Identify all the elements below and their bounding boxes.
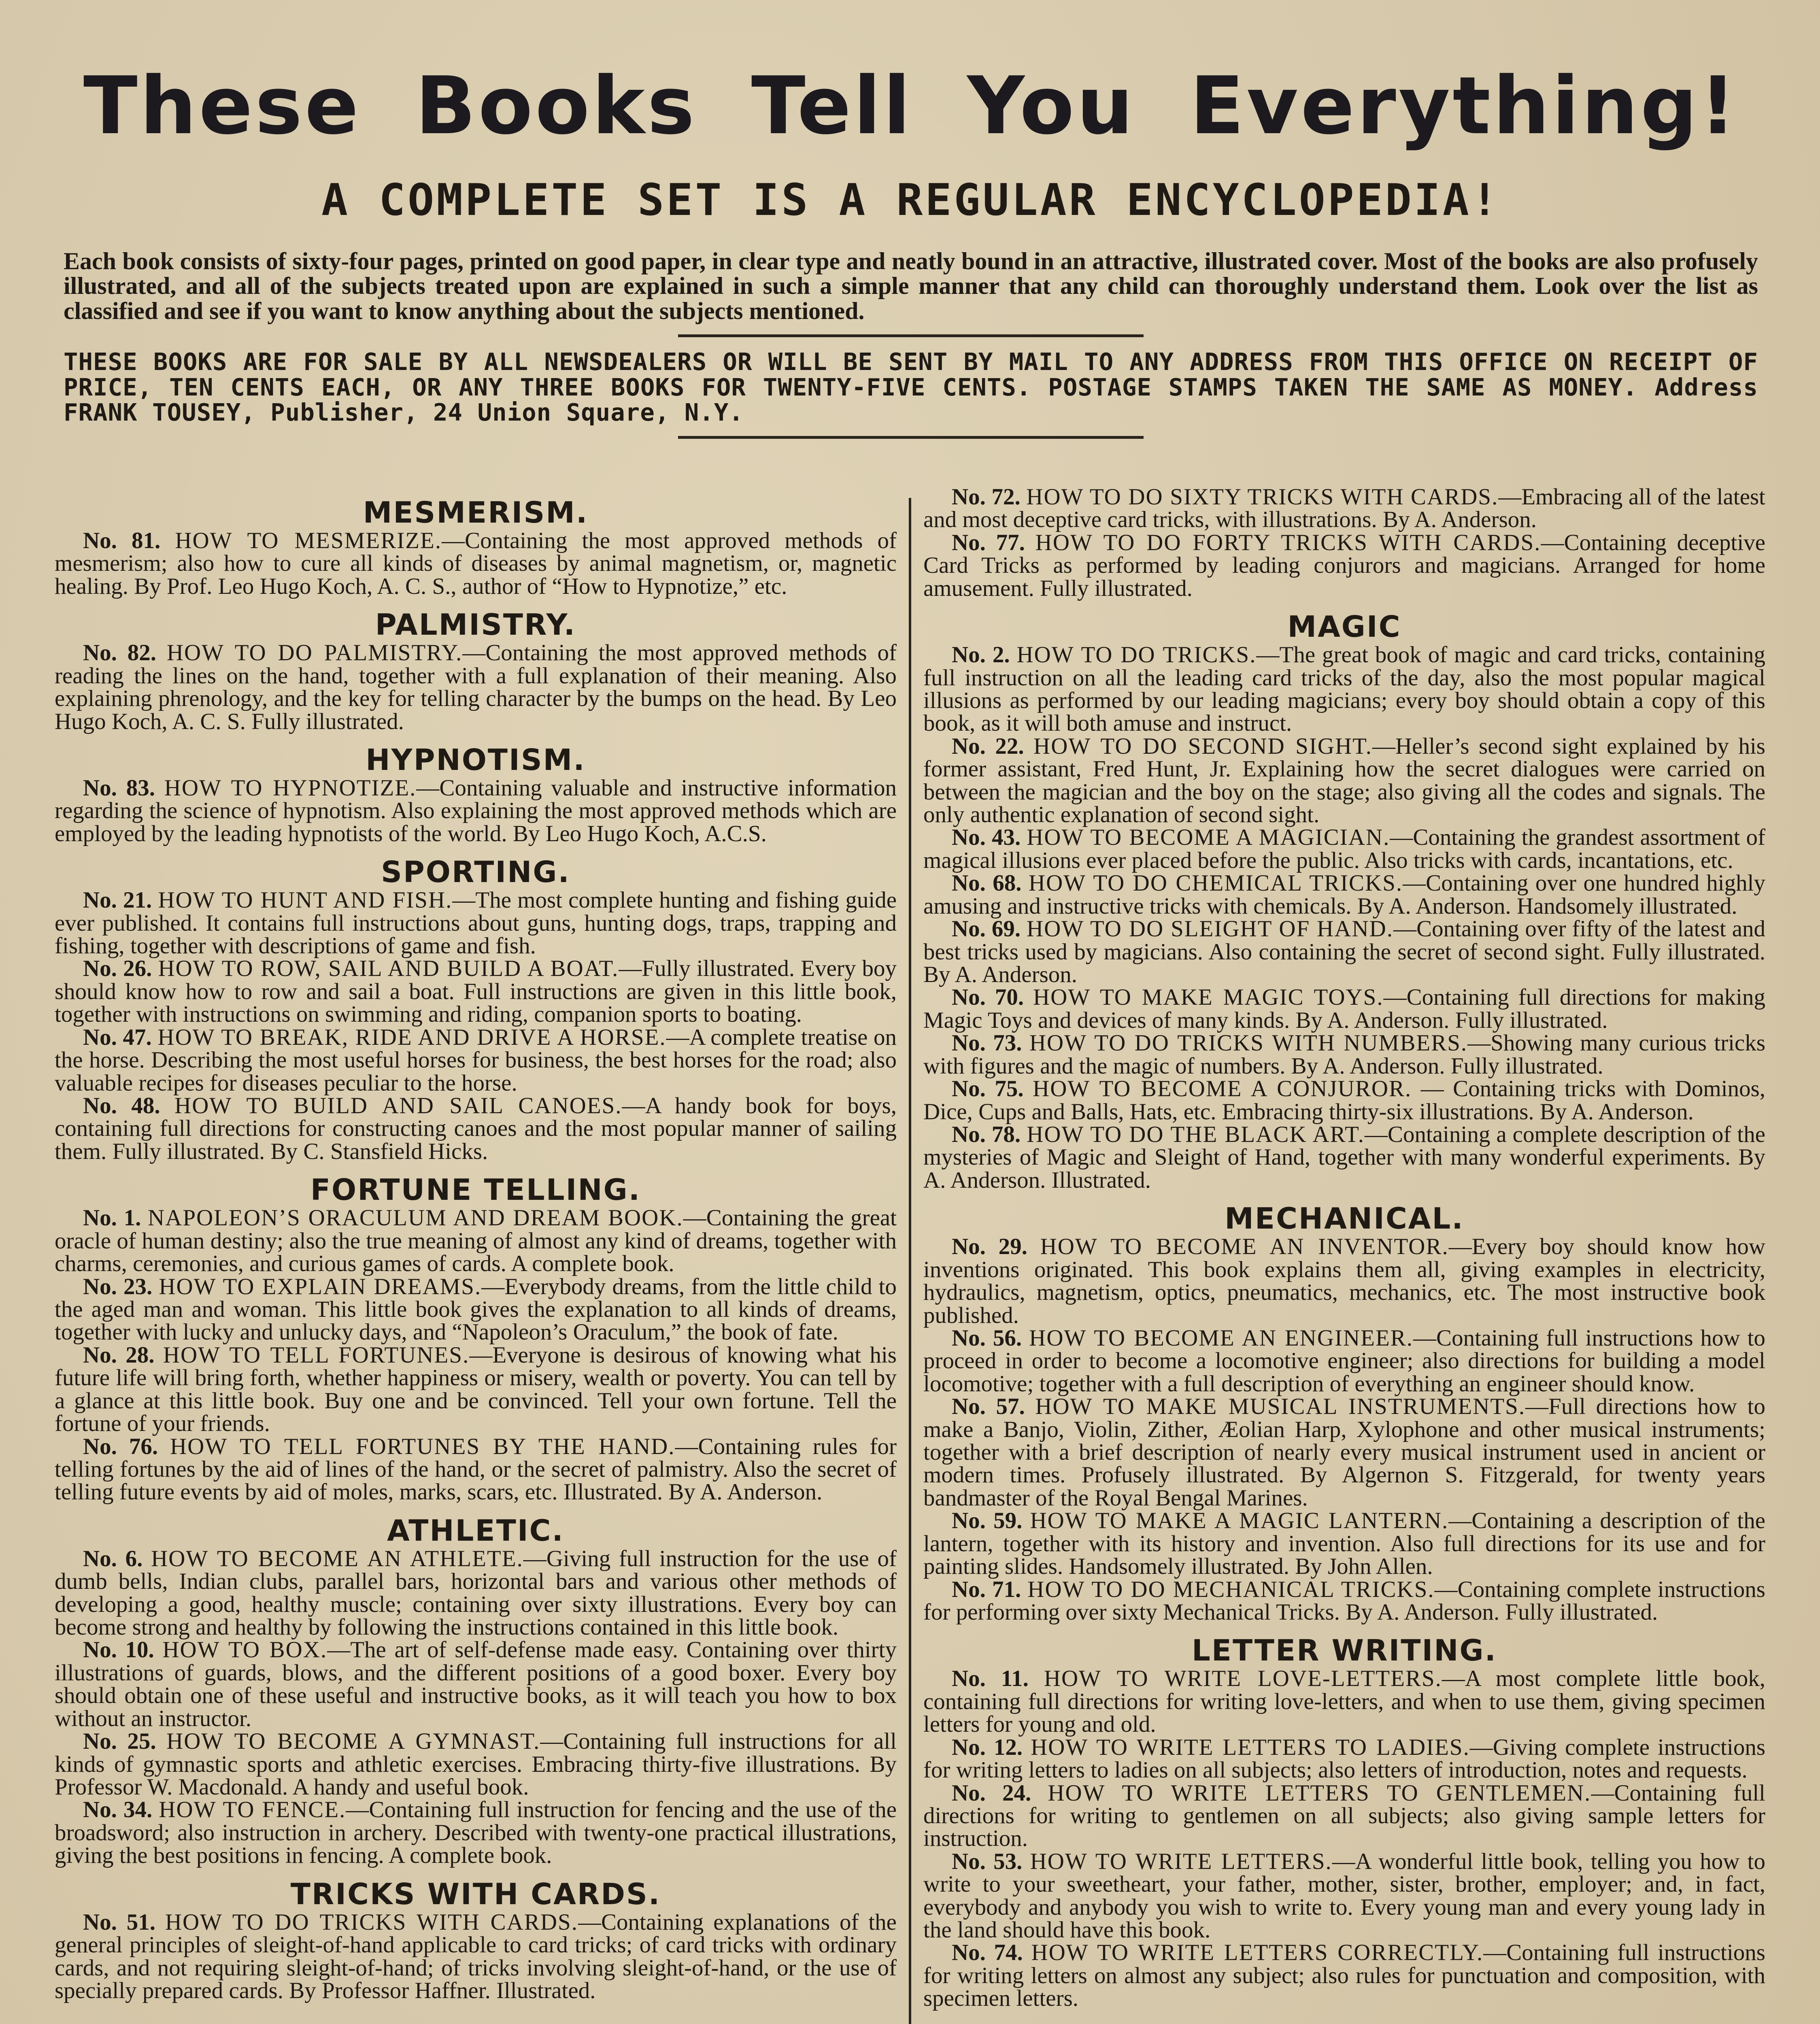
- book-number: No. 1.: [83, 1205, 141, 1231]
- book-title: HOW TO FENCE.: [159, 1797, 346, 1823]
- book-entry: [923, 1736, 1765, 1782]
- book-entry: [923, 1667, 1765, 1736]
- book-title: HOW TO DO TRICKS.: [1016, 642, 1257, 668]
- columns-container: [55, 486, 1767, 2024]
- book-entry: [55, 1730, 897, 1799]
- book-description: —Heller’s second sight explained by his former assistant, Fred Hunt, Jr. Explaining how the secret dialogues were carried on between the magician and the boy on the stage; also giving all the codes and signals. The only authentic explanation of second sight.: [923, 733, 1765, 828]
- divider-rule: [678, 436, 1144, 439]
- book-description: —The great book of magic and card tricks, containing full instruction on all the leading card tricks of the day, also the most popular magical illusions as performed by our leading magicians; every boy should obtain a copy of this book, as it will both amuse and instruct.: [923, 642, 1765, 736]
- book-description: —Containing over one hundred highly amusing and instructive tricks with chemicals. By A. Anderson. Handsomely illustrated.: [923, 870, 1765, 919]
- book-number: No. 72.: [952, 486, 1021, 510]
- book-entry: [55, 1344, 897, 1435]
- book-title: HOW TO DO TRICKS WITH NUMBERS.: [1029, 1030, 1468, 1056]
- book-description: —Containing full directions for writing to gentlemen on all subjects; also giving sample letters for instruction.: [923, 1780, 1765, 1852]
- book-number: No. 2.: [952, 642, 1010, 668]
- book-title: HOW TO BOX.: [162, 1637, 327, 1663]
- book-description: —The most complete hunting and fishing guide ever published. It contains full instructions about guns, hunting dogs, traps, trapping and fishing, together with descriptions of game and fish.: [55, 887, 897, 959]
- book-number: No. 25.: [83, 1728, 156, 1754]
- book-entry: [923, 486, 1765, 532]
- catalog-page: [55, 36, 1767, 2024]
- book-description: —Containing the grandest assortment of magical illusions ever placed before the public. Also tricks with cards, incantations, etc.: [923, 825, 1765, 873]
- book-number: No. 70.: [952, 984, 1024, 1010]
- section-heading-athletic: ATHLETIC.: [387, 1513, 564, 1548]
- book-description: —Everybody dreams, from the little child to the aged man and woman. This little book gives the explanation to all kinds of dreams, together with lucky and unlucky days, and “Napoleon’s Oraculum,” the book of fate.: [55, 1274, 897, 1345]
- page-subtitle: A COMPLETE SET IS A REGULAR ENCYCLOPEDIA!: [321, 174, 1500, 225]
- book-number: No. 83.: [83, 775, 155, 801]
- book-entry: [55, 1911, 897, 2003]
- book-number: No. 71.: [952, 1576, 1021, 1602]
- book-description: —A wonderful little book, telling you how to write to your sweetheart, your father, mother, sister, brother, employer; and, in fact, everybody and anybody you wish to write to. Every young man and every young lady in the land should have this book.: [923, 1848, 1765, 1943]
- book-description: —Containing a complete description of the mysteries of Magic and Sleight of Hand, together with many wonderful experiments. By A. Anderson. Illustrated.: [923, 1121, 1765, 1193]
- book-number: No. 10.: [83, 1637, 154, 1663]
- book-title: HOW TO MAKE MUSICAL INSTRUMENTS.: [1035, 1394, 1526, 1420]
- book-entry: [55, 889, 897, 957]
- book-number: No. 59.: [952, 1508, 1023, 1534]
- book-description: —A handy book for boys, containing full directions for constructing canoes and the most popular manner of sailing them. Fully illustrated. By C. Stansfield Hicks.: [55, 1093, 897, 1164]
- book-number: No. 29.: [952, 1234, 1027, 1260]
- book-entry: [923, 1941, 1765, 2010]
- book-title: HOW TO DO SECOND SIGHT.: [1033, 733, 1373, 759]
- book-title: HOW TO TELL FORTUNES.: [163, 1342, 470, 1368]
- book-entry: [55, 1207, 897, 1275]
- book-entry: [923, 872, 1765, 918]
- book-title: HOW TO HYPNOTIZE.: [164, 775, 417, 801]
- book-title: HOW TO DO FORTY TRICKS WITH CARDS.: [1035, 529, 1541, 555]
- book-description: —Containing valuable and instructive information regarding the science of hypnotism. Also explaining the most approved methods which are employed by the leading hypnotists of the world. By Leo Hugo Koch, A.C.S.: [55, 775, 897, 846]
- book-number: No. 48.: [83, 1093, 160, 1119]
- book-title: HOW TO DO MECHANICAL TRICKS.: [1027, 1576, 1435, 1602]
- book-description: —Containing explanations of the general principles of sleight-of-hand applicable to card tricks; of card tricks with ordinary cards, and not requiring sleight-of-hand; of tricks involving sleight-of-hand, or the use of specially prepared cards. By Professor Haffner. Illustrated.: [55, 1909, 897, 2003]
- book-number: No. 68.: [952, 870, 1022, 896]
- book-number: No. 51.: [83, 1909, 155, 1935]
- book-number: No. 75.: [952, 1076, 1024, 1102]
- book-title: HOW TO DO PALMISTRY.: [166, 640, 463, 666]
- book-description: —Containing full instruction for fencing and the use of the broadsword; also instruction in archery. Described with twenty-one practical illustrations, giving the best positions in fencing. A complete book.: [55, 1797, 897, 1869]
- section-heading-palmistry: PALMISTRY.: [375, 608, 576, 642]
- book-description: —Embracing all of the latest and most deceptive card tricks, with illustrations. By A. Anderson.: [923, 486, 1765, 533]
- book-entry: [55, 1435, 897, 1504]
- section-heading-hypnotism: HYPNOTISM.: [366, 742, 586, 777]
- book-title: HOW TO MAKE MAGIC TOYS.: [1033, 984, 1384, 1010]
- section-heading-letter-writing: LETTER WRITING.: [1192, 1633, 1497, 1668]
- book-title: HOW TO WRITE LETTERS TO LADIES.: [1031, 1734, 1470, 1760]
- book-title: HOW TO BECOME AN INVENTOR.: [1040, 1234, 1449, 1260]
- book-entry: [923, 986, 1765, 1032]
- book-title: HOW TO BECOME AN ENGINEER.: [1029, 1325, 1414, 1351]
- divider-rule: [678, 334, 1144, 337]
- book-number: No. 26.: [83, 956, 152, 982]
- book-title: HOW TO WRITE LETTERS CORRECTLY.: [1031, 1940, 1484, 1966]
- book-title: HOW TO TELL FORTUNES BY THE HAND.: [170, 1433, 675, 1459]
- book-title: HOW TO BECOME A GYMNAST.: [166, 1728, 540, 1754]
- book-description: —Containing full instructions for writing letters on almost any subject; also rules for punctuation and composition, with specimen letters.: [923, 1940, 1765, 2011]
- book-entry: [923, 529, 1765, 601]
- book-description: —Containing the great oracle of human destiny; also the true meaning of almost any kind of dreams, together with charms, ceremonies, and curious games of cards. A complete book.: [55, 1205, 897, 1277]
- book-description: —Containing the most approved methods of mesmerism; also how to cure all kinds of diseases by animal magnetism, or, magnetic healing. By Prof. Leo Hugo Koch, A. C. S., author of “How to Hypnotize,” etc.: [55, 528, 897, 599]
- book-title: HOW TO DO SIXTY TRICKS WITH CARDS.: [1026, 486, 1499, 510]
- book-number: No. 73.: [952, 1030, 1022, 1056]
- book-number: No. 28.: [83, 1342, 155, 1368]
- book-description: —Containing full directions for making Magic Toys and devices of many kinds. By A. Anderson. Fully illustrated.: [923, 984, 1765, 1033]
- book-entry: [923, 1032, 1765, 1078]
- book-number: No. 34.: [83, 1797, 153, 1823]
- book-entry: [55, 1026, 897, 1095]
- book-entry: [55, 957, 897, 1026]
- book-entry: [55, 1095, 897, 1163]
- book-description: —A complete treatise on the horse. Describing the most useful horses for business, the best horses for the road; also valuable recipes for diseases peculiar to the horse.: [55, 1024, 897, 1096]
- book-description: —Every boy should know how inventions originated. This book explains them all, giving examples in electricity, hydraulics, magnetism, optics, pneumatics, mechanics, etc. The most instructive book published.: [923, 1234, 1765, 1328]
- book-number: No. 22.: [952, 733, 1024, 759]
- book-description: —Giving complete instructions for writing letters to ladies on all subjects; also letters of introduction, notes and requests.: [923, 1734, 1765, 1783]
- book-description: —Full directions how to make a Banjo, Violin, Zither, Æolian Harp, Xylophone and other musical instruments; together with a brief description of nearly every musical instrument used in ancient or modern times. Profusely illustrated. By Algernon S. Fitzgerald, for twenty years bandmaster of the Royal Bengal Marines.: [923, 1394, 1765, 1511]
- book-number: No. 11.: [952, 1666, 1029, 1692]
- book-description: —Giving full instruction for the use of dumb bells, Indian clubs, parallel bars, horizontal bars and various other methods of developing a good, healthy muscle; containing over sixty illustrations. Every boy can become strong and healthy by following the instructions contained in this little book.: [55, 1546, 897, 1640]
- book-title: HOW TO BECOME AN ATHLETE.: [151, 1546, 523, 1571]
- book-number: No. 53.: [952, 1848, 1023, 1874]
- book-number: No. 24.: [952, 1780, 1031, 1806]
- book-title: HOW TO ROW, SAIL AND BUILD A BOAT.: [158, 956, 619, 982]
- book-number: No. 23.: [83, 1274, 153, 1299]
- book-number: No. 78.: [952, 1121, 1021, 1147]
- book-number: No. 6.: [83, 1546, 143, 1571]
- sales-notice: THESE BOOKS ARE FOR SALE BY ALL NEWSDEALERS OR WILL BE SENT BY MAIL TO ANY ADDRESS FROM THIS OFFICE ON RECEIPT OF PRICE, TEN CENTS EACH, OR ANY THREE BOOKS FOR TWENTY-FIVE CENTS. POSTAGE STAMPS TAKEN THE SAME AS MONEY. Address FRANK TOUSEY, Publisher, 24 Union Square, N.Y.: [64, 347, 1758, 427]
- book-title: HOW TO WRITE LOVE-LETTERS.: [1044, 1666, 1442, 1692]
- book-title: HOW TO HUNT AND FISH.: [158, 887, 453, 913]
- book-entry: [923, 1509, 1765, 1578]
- book-entry: [923, 1235, 1765, 1327]
- book-description: —Everyone is desirous of knowing what his future life will bring forth, whether happiness or misery, wealth or poverty. You can tell by a glance at this little book. Buy one and be convinced. Tell your own fortune. Tell the fortune of your friends.: [55, 1342, 897, 1437]
- section-heading-fortune-telling: FORTUNE TELLING.: [310, 1173, 641, 1207]
- book-title: NAPOLEON’S ORACULUM AND DREAM BOOK.: [148, 1205, 683, 1231]
- book-title: HOW TO DO THE BLACK ART.: [1027, 1121, 1365, 1147]
- left-column: [55, 486, 909, 2024]
- book-number: No. 69.: [952, 916, 1021, 942]
- book-entry: [923, 918, 1765, 986]
- book-entry: [55, 642, 897, 733]
- book-entry: [923, 826, 1765, 872]
- section-heading-mechanical: MECHANICAL.: [1225, 1201, 1464, 1236]
- book-description: —Containing complete instructions for performing over sixty Mechanical Tricks. By A. Anderson. Fully illustrated.: [923, 1576, 1765, 1625]
- book-entry: [923, 1850, 1765, 1942]
- book-number: No. 43.: [952, 825, 1021, 850]
- book-description: — Containing tricks with Dominos, Dice, Cups and Balls, Hats, etc. Embracing thirty-six illustrations. By A. Anderson.: [923, 1076, 1765, 1125]
- book-entry: [923, 1782, 1765, 1850]
- section-heading-tricks-with-cards: TRICKS WITH CARDS.: [290, 1877, 661, 1911]
- book-entry: [55, 529, 897, 598]
- book-entry: [55, 1799, 897, 1867]
- book-title: HOW TO EXPLAIN DREAMS.: [159, 1274, 482, 1299]
- book-number: No. 81.: [83, 528, 161, 553]
- book-number: No. 57.: [952, 1394, 1025, 1420]
- book-description: —The art of self-defense made easy. Containing over thirty illustrations of guards, blows, and the different positions of a good boxer. Every boy should obtain one of these useful and instructive books, as it will teach you how to box without an instructor.: [55, 1637, 897, 1731]
- book-title: HOW TO MESMERIZE.: [175, 528, 442, 553]
- book-number: No. 12.: [952, 1734, 1023, 1760]
- book-description: —A most complete little book, containing full directions for writing love-letters, and when to use them, giving specimen letters for young and old.: [923, 1666, 1765, 1737]
- book-title: HOW TO WRITE LETTERS TO GENTLEMEN.: [1048, 1780, 1591, 1806]
- book-entry: [923, 1123, 1765, 1192]
- book-title: HOW TO DO TRICKS WITH CARDS.: [165, 1909, 578, 1935]
- book-number: No. 56.: [952, 1325, 1022, 1351]
- book-entry: [923, 735, 1765, 827]
- book-entry: [55, 777, 897, 845]
- book-entry: [923, 1327, 1765, 1395]
- book-entry: [55, 1639, 897, 1730]
- book-number: No. 76.: [83, 1433, 158, 1459]
- book-title: HOW TO DO SLEIGHT OF HAND.: [1027, 916, 1394, 942]
- book-entry: [55, 1276, 897, 1344]
- page-title: These Books Tell You Everything!: [83, 60, 1739, 152]
- book-description: —Containing the most approved methods of reading the lines on the hand, together with a full explanation of their meaning. Also explaining phrenology, and the key for telling character by the bumps on the head. By Leo Hugo Koch, A. C. S. Fully illustrated.: [55, 640, 897, 734]
- book-entry: [923, 1395, 1765, 1509]
- book-description: —Containing full instructions how to proceed in order to become a locomotive engineer; also directions for building a model locomotive; together with a full description of everything an engineer should know.: [923, 1325, 1765, 1397]
- book-description: —Containing deceptive Card Tricks as performed by leading conjurors and magicians. Arranged for home amusement. Fully illustrated.: [923, 529, 1765, 601]
- book-title: HOW TO MAKE A MAGIC LANTERN.: [1030, 1508, 1449, 1534]
- book-number: No. 82.: [83, 640, 156, 666]
- intro-paragraph: Each book consists of sixty-four pages, printed on good paper, in clear type and neatly bound in an attractive, illustrated cover. Most of the books are also profusely illustrated, and all of the subjects treated upon are explained in such a simple manner that any child can thoroughly understand them. Look over the list as classified and see if you want to know anything about the subjects mentioned.: [64, 247, 1758, 325]
- book-description: —Containing over fifty of the latest and best tricks used by magicians. Also containing the secret of second sight. Fully illustrated. By A. Anderson.: [923, 916, 1765, 988]
- book-title: HOW TO DO CHEMICAL TRICKS.: [1028, 870, 1403, 896]
- section-heading-mesmerism: MESMERISM.: [363, 495, 589, 529]
- book-title: HOW TO WRITE LETTERS.: [1030, 1848, 1332, 1874]
- section-heading-magic: MAGIC: [1287, 610, 1401, 644]
- book-entry: [923, 644, 1765, 735]
- book-description: —Showing many curious tricks with figures and the magic of numbers. By A. Anderson. Fully illustrated.: [923, 1030, 1765, 1079]
- book-number: No. 21.: [83, 887, 152, 913]
- book-description: —Containing a description of the lantern, together with its history and invention. Also full directions for its use and for painting slides. Handsomely illustrated. By John Allen.: [923, 1508, 1765, 1580]
- book-entry: [923, 1078, 1765, 1123]
- book-description: —Containing full instructions for all kinds of gymnastic sports and athletic exercises. Embracing thirty-five illustrations. By Professor W. Macdonald. A handy and useful book.: [55, 1728, 897, 1800]
- book-number: No. 77.: [952, 529, 1025, 555]
- book-title: HOW TO BECOME A MAGICIAN.: [1027, 825, 1390, 850]
- book-number: No. 47.: [83, 1024, 152, 1050]
- book-entry: [923, 1578, 1765, 1624]
- book-description: —Containing rules for telling fortunes by the aid of lines of the hand, or the secret of palmistry. Also the secret of telling future events by aid of moles, marks, scars, etc. Illustrated. By A. Anderson.: [55, 1433, 897, 1505]
- book-title: HOW TO BECOME A CONJUROR.: [1033, 1076, 1412, 1102]
- book-title: HOW TO BREAK, RIDE AND DRIVE A HORSE.: [157, 1024, 666, 1050]
- right-column: [911, 486, 1765, 2024]
- section-heading-sporting: SPORTING.: [381, 855, 570, 889]
- book-number: No. 74.: [952, 1940, 1023, 1966]
- book-entry: [55, 1548, 897, 1639]
- book-description: —Fully illustrated. Every boy should know how to row and sail a boat. Full instructions are given in this little book, together with instructions on swimming and riding, companion sports to boating.: [55, 956, 897, 1027]
- book-title: HOW TO BUILD AND SAIL CANOES.: [174, 1093, 622, 1119]
